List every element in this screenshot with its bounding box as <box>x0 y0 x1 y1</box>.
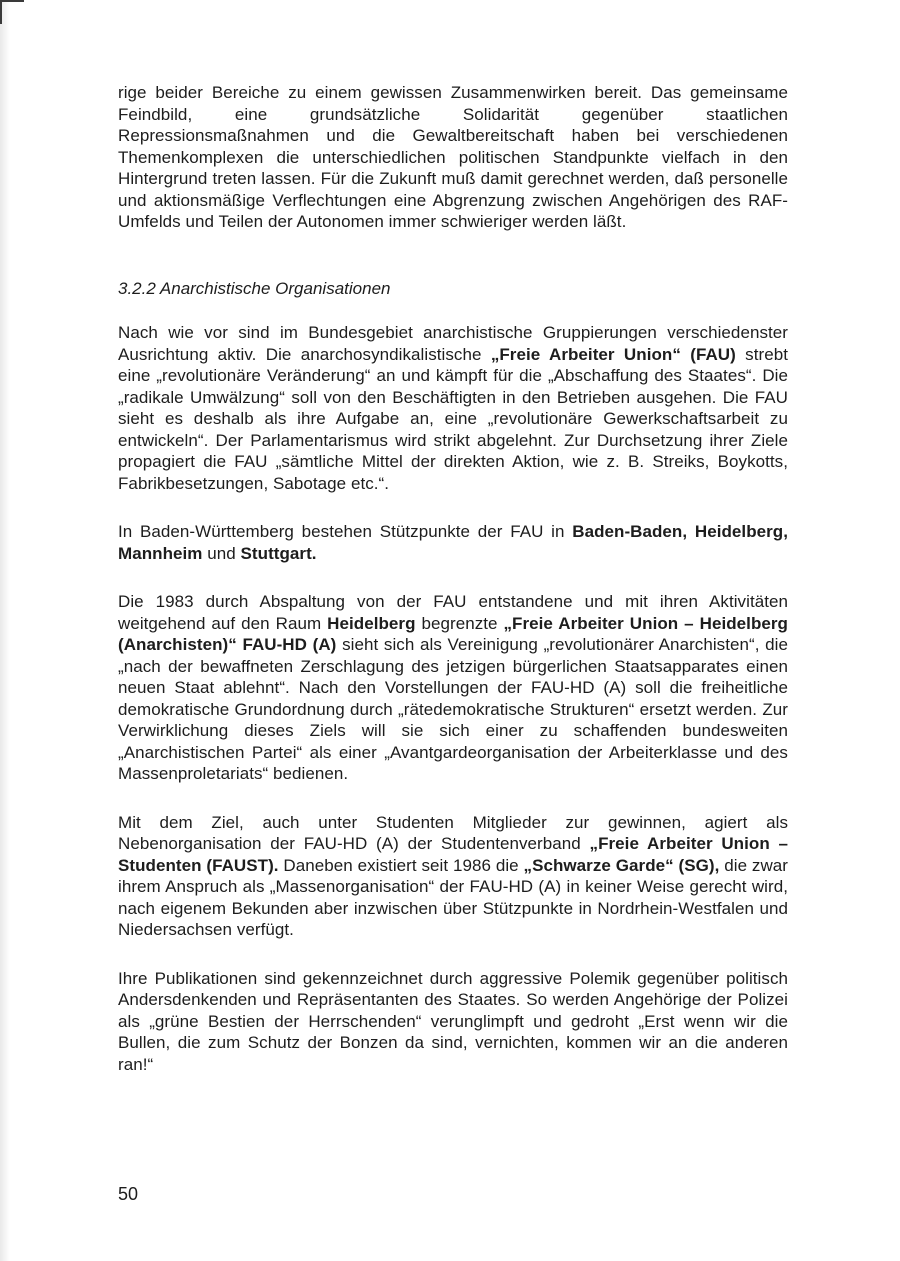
paragraph-raf-autonome: rige beider Bereiche zu einem gewissen Zusammenwirken bereit. Das gemeinsame Feindbild, eine grundsätzliche Solidarität gegenüber staatlichen Repressionsmaßnahmen und die Gewaltbereitschaft haben bei verschiedenen Themenkomplexen die unterschiedlichen politischen Standpunkte vielfach in den Hintergrund treten lassen. Für die Zukunft muß damit gerechnet werden, daß personelle und aktionsmäßige Verflechtungen eine Abgrenzung zwischen Angehörigen des RAF-Umfelds und Teilen der Autonomen immer schwieriger werden läßt. <box>118 83 788 231</box>
fau-name-bold: „Freie Arbeiter Union“ (FAU) <box>490 344 736 364</box>
paragraph-fau <box>118 322 788 494</box>
paragraph-bw-text-1: In Baden-Württemberg bestehen Stützpunkte der FAU in <box>118 522 573 541</box>
paragraph-faust-text-2: Daneben existiert seit 1986 die <box>278 855 524 875</box>
paragraph-fau-text-2: strebt eine „revolutionäre Veränderung“ an und kämpft für die „Abschaffung des Staates“. Die „radikale Umwälzung“ soll von den Beschäftigten in den Betrieben ausgehen. Die FAU sieht es deshalb als ihre Aufgabe an, eine „revolutionäre Gewerkschaftsarbeit zu entwickeln“. Der Parlamentarismus wird strikt abgelehnt. Zur Durchsetzung ihrer Ziele propagiert die FAU „sämtliche Mittel der direkten Aktion, wie z. B. Streiks, Boykotts, Fabrikbesetzungen, Sabotage etc.“. <box>118 344 789 493</box>
bw-cities-bold: Baden-Baden, Heidelberg, Mannheim <box>118 522 788 563</box>
paragraph-faust-sg <box>118 812 788 941</box>
stuttgart-bold: Stuttgart. <box>240 543 317 563</box>
paragraph-fau-text-1: Nach wie vor sind im Bundesgebiet anarchistische Gruppierungen verschiedenster Ausrichtung aktiv. Die anarchosyndikalistische <box>118 323 788 364</box>
paragraph-fau-hd-text-3: sieht sich als Vereinigung „revolutionärer Anarchisten“, die „nach der bewaffneten Zerschlagung des jetzigen bürgerlichen Staatsapparates einen neuen Staat ablehnt“. Nach den Vorstellungen der FAU-HD (A) soll die freiheitliche demokratische Grundordnung durch „rätedemokratische Strukturen“ ersetzt werden. Zur Verwirklichung dieses Ziels will sie sich einer zu schaffenden bundesweiten „Anarchistischen Partei“ als einer „Avantgardeorganisation der Arbeiterklasse und des Massenproletariats“ bedienen. <box>118 635 788 783</box>
scan-corner-mark <box>0 0 24 24</box>
paragraph-publikationen: Ihre Publikationen sind gekennzeichnet durch aggressive Polemik gegenüber politisch Andersdenkenden und Repräsentanten des Staates. So werden Angehörige der Polizei als „grüne Bestien der Herrschenden“ verunglimpft und gedroht „Erst wenn wir die Bullen, die zum Schutz der Bonzen da sind, vernichten, kommen wir an die anderen ran!“ <box>118 968 788 1074</box>
faust-name-bold: „Freie Arbeiter Union – Studenten (FAUST). <box>118 834 788 875</box>
paragraph-fau-hd-text-2: begrenzte <box>415 613 504 633</box>
section-heading: 3.2.2 Anarchistische Organisationen <box>118 278 391 298</box>
schwarze-garde-bold: „Schwarze Garde“ (SG), <box>523 855 720 875</box>
page-number: 50 <box>118 1184 139 1204</box>
paragraph-fau-hd <box>118 591 788 785</box>
scan-edge-shadow <box>0 0 10 1261</box>
heidelberg-bold: Heidelberg <box>327 613 416 633</box>
paragraph-faust-text-1: Mit dem Ziel, auch unter Studenten Mitglieder zur gewinnen, agiert als Nebenorganisation der FAU-HD (A) der Studentenverband <box>118 812 788 853</box>
paragraph-bw-stuetzpunkte <box>118 521 788 564</box>
fau-hd-name-bold: „Freie Arbeiter Union – Heidelberg (Anarchisten)“ FAU-HD (A) <box>118 613 788 654</box>
page-body <box>118 82 788 1075</box>
paragraph-fau-hd-text-1: Die 1983 durch Abspaltung von der FAU entstandene und mit ihren Aktivitäten weitgehend auf den Raum <box>118 592 788 633</box>
paragraph-faust-text-3: die zwar ihrem Anspruch als „Massenorganisation“ der FAU-HD (A) in keiner Weise gerecht wird, nach eigenem Bekunden aber inzwischen über Stützpunkte in Nordrhein-Westfalen und Niedersachsen verfügt. <box>118 855 789 939</box>
paragraph-bw-text-2: und <box>202 543 241 563</box>
